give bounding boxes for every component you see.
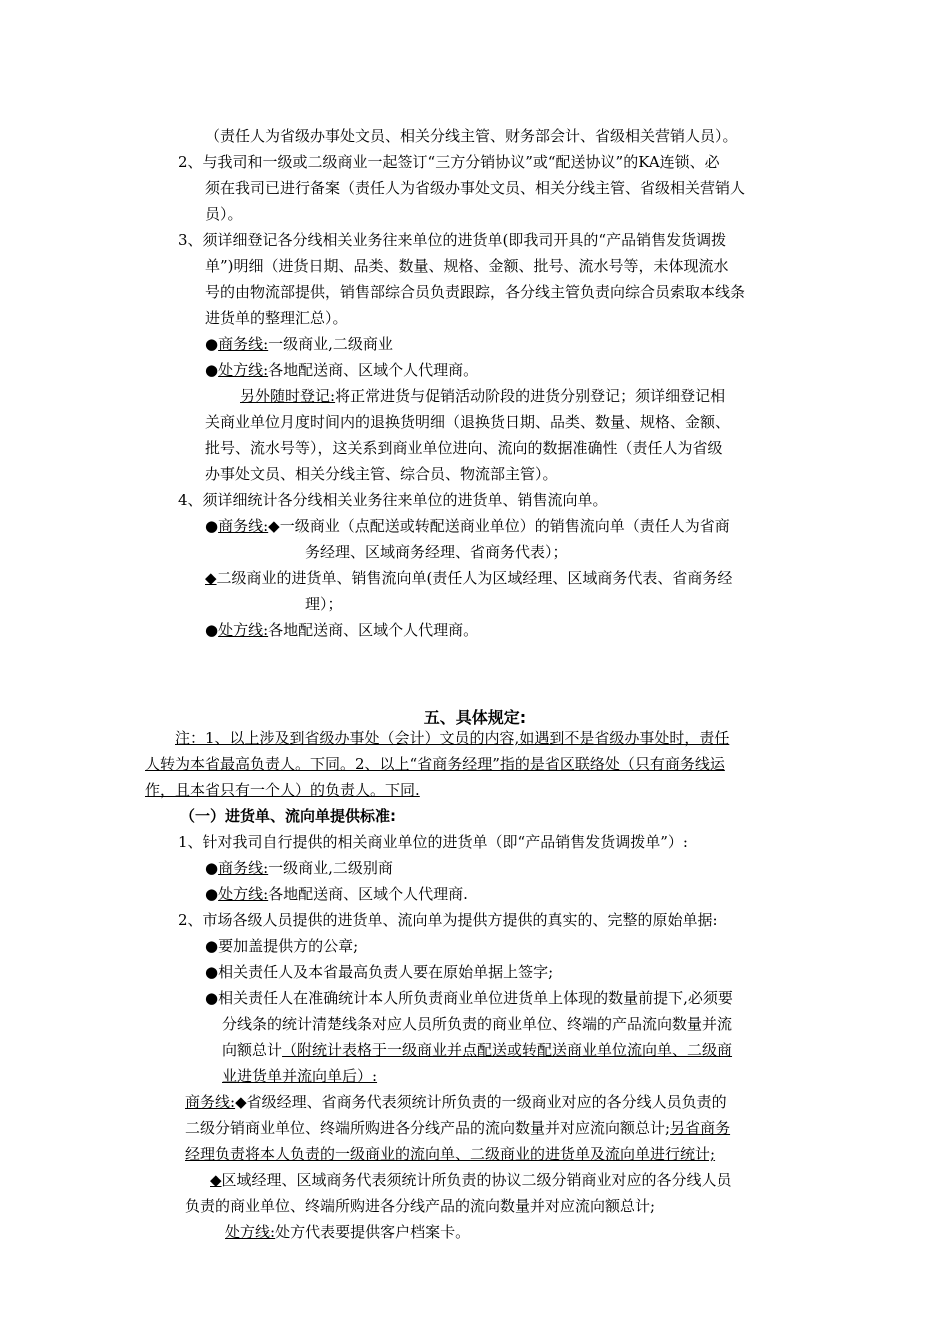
bullet-label: 处方线: (218, 361, 269, 379)
bullet-icon: ● (205, 621, 219, 639)
bullet-item (205, 513, 730, 539)
bullet-label: 商务线: (218, 335, 269, 353)
label: 商务线: (185, 1093, 236, 1111)
bullet-item (205, 357, 478, 383)
bullet-item (205, 959, 553, 985)
bullet-text: 一级商业,二级商业 (268, 335, 393, 353)
text-line: 单”)明细（进货日期、品类、数量、规格、金额、批号、流水号等，未体现流水 (205, 257, 729, 275)
subsection-title: （一）进货单、流向单提供标准: (180, 807, 397, 825)
text-line: 进货单的整理汇总）。 (205, 309, 348, 327)
text-span: 处方代表要提供客户档案卡。 (275, 1223, 471, 1241)
bullet-text: 各地配送商、区域个人代理商。 (268, 361, 479, 379)
text-line: 号的由物流部提供，销售部综合员负责跟踪，各分线主管负责向综合员索取本线条 (205, 283, 746, 301)
note-line: 人转为本省最高负责人。下同。2、以上“省商务经理”指的是省区联络处（只有商务线运 (145, 755, 725, 773)
text-span: 区域经理、区域商务代表须统计所负责的协议二级分销商业对应的各分线人员 (221, 1171, 732, 1189)
bullet-icon: ● (205, 859, 219, 877)
bullet-item (205, 881, 468, 907)
bullet-icon: ● (205, 963, 219, 981)
text-line (222, 1037, 732, 1063)
bullet-text: 相关责任人在准确统计本人所负责商业单位进货单上体现的数量前提下,必须要 (218, 989, 733, 1007)
list-item-4: 4、须详细统计各分线相关业务往来单位的进货单、销售流向单。 (178, 491, 608, 509)
bullet-item (205, 855, 393, 881)
section-title: 五、具体规定: (423, 708, 527, 727)
text-line: 理）； (305, 595, 343, 613)
bullet-item (205, 985, 733, 1011)
bullet-text: 相关责任人及本省最高负责人要在原始单据上签字; (218, 963, 554, 981)
text-line (185, 1089, 727, 1115)
text-line: （责任人为省级办事处文员、相关分线主管、财务部会计、省级相关营销人员）。 (205, 127, 738, 145)
bullet-text: 各地配送商、区域个人代理商. (268, 885, 468, 903)
list-item-3: 3、须详细登记各分线相关业务往来单位的进货单(即我司开具的“产品销售发货调拨 (178, 231, 727, 249)
list-item-1: 1、针对我司自行提供的相关商业单位的进货单（即“产品销售发货调拨单”）: (178, 833, 688, 851)
label: 处方线: (225, 1223, 276, 1241)
text-line (210, 1167, 732, 1193)
text-line (240, 383, 725, 409)
list-item-2: 2、与我司和一级或二级商业一起签订“三方分销协议”或“配送协议”的KA连锁、必 (178, 153, 720, 171)
text-line: 务经理、区域商务经理、省商务代表）； (305, 543, 568, 561)
bullet-label: 商务线: (218, 859, 269, 877)
text-line (185, 1115, 730, 1141)
text-line: 业进货单并流向单后）: (222, 1067, 378, 1085)
text-line: 关商业单位月度时间内的退换货明细（退换货日期、品类、数量、规格、金额、 (205, 413, 731, 431)
note-line: 作，且本省只有一个人）的负责人。下同. (145, 781, 420, 799)
bullet-item (205, 933, 358, 959)
bullet-text: 各地配送商、区域个人代理商。 (268, 621, 479, 639)
note-line: 注：1、以上涉及到省级办事处（会计）文员的内容,如遇到不是省级办事处时，责任 (175, 729, 730, 747)
text-line: 办事处文员、相关分线主管、综合员、物流部主管）。 (205, 465, 558, 483)
text-span: （附统计表格于一级商业并点配送或转配送商业单位流向单、二级商 (282, 1041, 733, 1059)
bullet-icon: ● (205, 937, 219, 955)
text-span: 省级经理、省商务代表须统计所负责的一级商业对应的各分线人员负责的 (246, 1093, 727, 1111)
diamond-text: 二级商业的进货单、销售流向单(责任人为区域经理、区域商务代表、省商务经 (216, 569, 733, 587)
text-line: 批号、流水号等），这关系到商业单位进向、流向的数据准确性（责任人为省级 (205, 439, 723, 457)
bullet-icon: ● (205, 517, 219, 535)
bullet-icon: ● (205, 361, 219, 379)
extra-label: 另外随时登记: (240, 387, 336, 405)
text-line: 分线条的统计清楚线条对应人员所负责的商业单位、终端的产品流向数量并流 (222, 1015, 733, 1033)
text-line: 经理负责将本人负责的一级商业的流向单、二级商业的进货单及流向单进行统计; (185, 1145, 716, 1163)
bullet-text: 要加盖提供方的公章; (218, 937, 359, 955)
text-line (225, 1219, 470, 1245)
diamond-item (205, 565, 732, 591)
bullet-icon: ● (205, 335, 219, 353)
extra-text: 将正常进货与促销活动阶段的进货分别登记；须详细登记相 (335, 387, 726, 405)
diamond-icon: ◆ (205, 569, 217, 587)
text-span: 另省商务 (670, 1119, 731, 1137)
bullet-text: 一级商业,二级别商 (268, 859, 393, 877)
text-line: 员）。 (205, 205, 243, 223)
diamond-icon: ◆ (268, 517, 280, 535)
bullet-icon: ● (205, 989, 219, 1007)
bullet-item (205, 617, 478, 643)
diamond-icon: ◆ (210, 1171, 222, 1189)
bullet-text: 一级商业（点配送或转配送商业单位）的销售流向单（责任人为省商 (279, 517, 730, 535)
bullet-label: 处方线: (218, 885, 269, 903)
bullet-item (205, 331, 393, 357)
bullet-icon: ● (205, 885, 219, 903)
text-span: 向额总计 (222, 1041, 283, 1059)
list-item-2: 2、市场各级人员提供的进货单、流向单为提供方提供的真实的、完整的原始单据: (178, 911, 718, 929)
text-line: 须在我司已进行备案（责任人为省级办事处文员、相关分线主管、省级相关营销人 (205, 179, 746, 197)
text-span: 二级分销商业单位、终端所购进各分线产品的流向数量并对应流向额总计; (185, 1119, 671, 1137)
bullet-label: 处方线: (218, 621, 269, 639)
diamond-icon: ◆ (235, 1093, 247, 1111)
bullet-label: 商务线: (218, 517, 269, 535)
text-line: 负责的商业单位、终端所购进各分线产品的流向数量并对应流向额总计; (185, 1197, 656, 1215)
